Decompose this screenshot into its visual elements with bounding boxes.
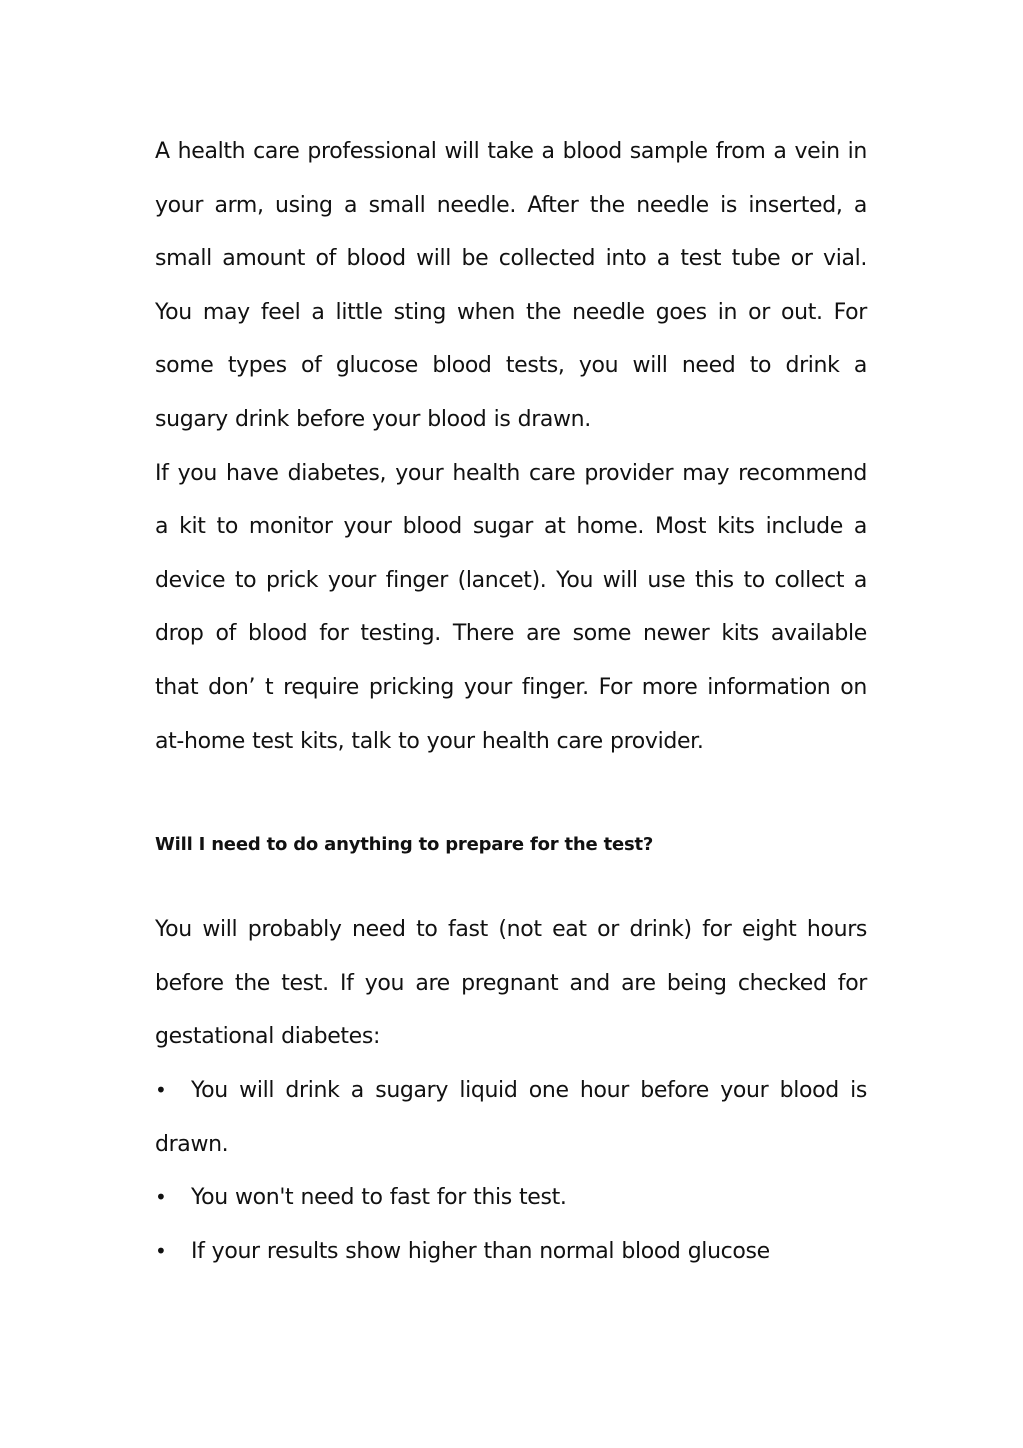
list-item-text: If your results show higher than normal blood glucose <box>191 1238 770 1264</box>
bullet-icon: • <box>155 1238 167 1263</box>
list-item <box>155 1171 867 1225</box>
section-heading-prepare: Will I need to do anything to prepare for the test? <box>155 834 654 856</box>
paragraph-home-monitoring: If you have diabetes, your health care provider may recommend a kit to monitor your blood sugar at home. Most kits include a device to prick your finger (lancet). You will use this to collect a drop of blood for testing. There are some newer kits available that don’ t require pricking your finger. For more information on at-home test kits, talk to your health care provider. <box>155 460 867 754</box>
list-item <box>155 1064 867 1171</box>
bullet-icon: • <box>155 1077 167 1102</box>
bullet-list <box>155 1064 867 1278</box>
list-item-text: You will drink a sugary liquid one hour before your blood is drawn. <box>155 1077 867 1157</box>
list-item-text: You won't need to fast for this test. <box>191 1185 567 1211</box>
paragraph-fasting: You will probably need to fast (not eat or drink) for eight hours before the test. If you are pregnant and are being checked for gestational diabetes: <box>155 917 867 1050</box>
paragraph-blood-sample: A health care professional will take a blood sample from a vein in your arm, using a small needle. After the needle is inserted, a small amount of blood will be collected into a test tube or vial. You may feel a little sting when the needle goes in or out. For some types of glucose blood tests, you will need to drink a sugary drink before your blood is drawn. <box>155 139 867 432</box>
document-body <box>155 125 867 1278</box>
bullet-icon: • <box>155 1185 167 1210</box>
list-item <box>155 1225 867 1279</box>
